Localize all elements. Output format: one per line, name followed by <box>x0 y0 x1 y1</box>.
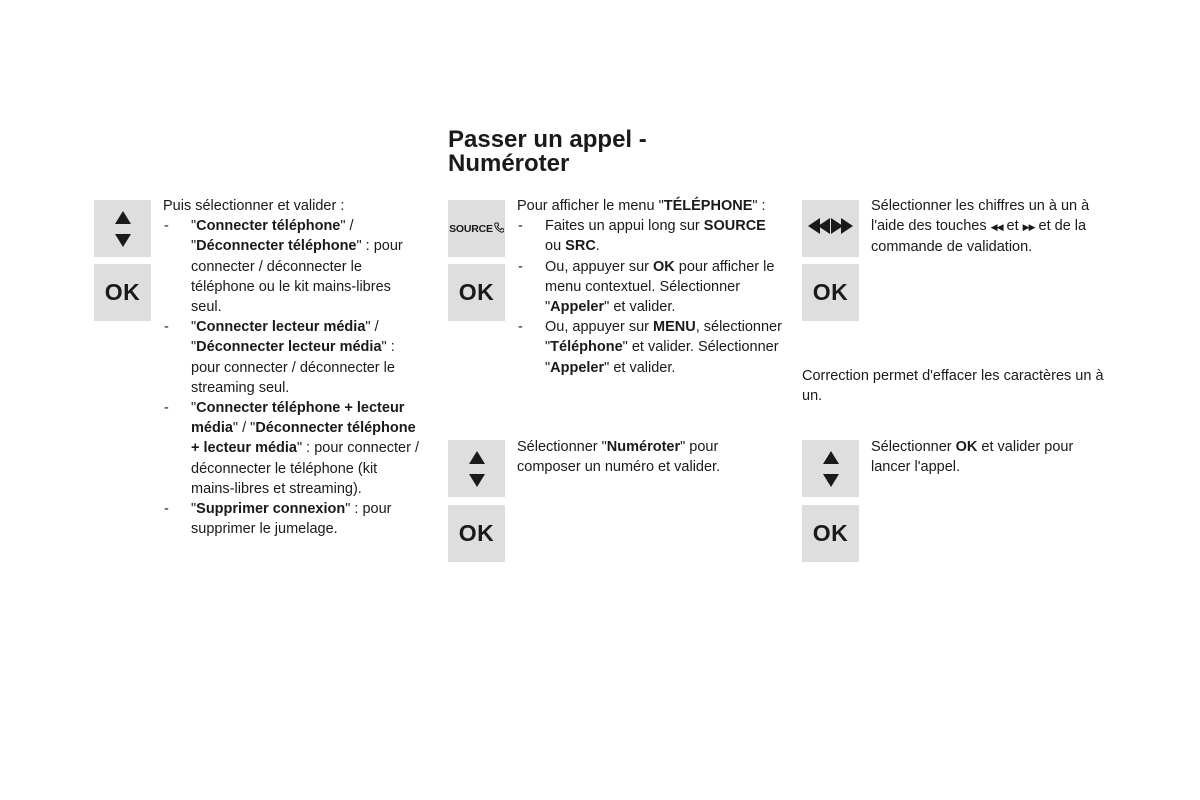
ok-key <box>94 264 151 321</box>
list-item: - Faites un appui long sur SOURCE ou SRC. <box>517 216 785 256</box>
telephone-menu-intro: Pour afficher le menu "TÉLÉPHONE" : <box>517 198 766 214</box>
list-item: - "Connecter téléphone" / "Déconnecter téléphone" : pour connecter / déconnecter le téléphone ou le kit mains-libres seul. <box>163 216 419 317</box>
seek-keys <box>802 200 859 257</box>
arrow-down-icon <box>823 474 839 487</box>
ok-key <box>802 505 859 562</box>
connection-intro: Puis sélectionner et valider : <box>163 198 345 214</box>
ok-key <box>802 264 859 321</box>
source-key <box>448 200 505 257</box>
telephone-menu-list <box>517 216 785 378</box>
page-title-line2: Numéroter <box>448 150 570 177</box>
connection-options-list <box>163 216 419 539</box>
ok-key-label: OK <box>104 279 141 305</box>
ok-key-label: OK <box>458 279 495 305</box>
rewind-icon: ◀◀ <box>990 222 1003 233</box>
seek-forward-icon <box>833 218 853 239</box>
call-step-text: Sélectionner OK et valider pour lancer l'appel. <box>871 439 1074 476</box>
dial-step-text: Sélectionner "Numéroter" pour composer un numéro et valider. <box>517 439 721 476</box>
list-item: - Ou, appuyer sur MENU, sélectionner "Téléphone" et valider. Sélectionner "Appeler" et valider. <box>517 317 785 378</box>
ok-key-label: OK <box>812 520 849 546</box>
up-down-key <box>94 200 151 257</box>
list-item: - "Connecter téléphone + lecteur média" / "Déconnecter téléphone + lecteur média" : pour connecter / déconnecter le téléphone (kit mains-libres et streaming). <box>163 398 419 499</box>
list-item: - "Connecter lecteur média" / "Déconnecter lecteur média" : pour connecter / déconnecter le streaming seul. <box>163 317 419 398</box>
ok-key-label: OK <box>458 520 495 546</box>
seek-back-icon <box>808 218 828 239</box>
up-down-key <box>802 440 859 497</box>
list-item: - Ou, appuyer sur OK pour afficher le menu contextuel. Sélectionner "Appeler" et valider. <box>517 257 785 318</box>
up-down-key <box>448 440 505 497</box>
telephone-menu-text <box>517 196 785 378</box>
page-title <box>448 128 808 176</box>
arrow-up-icon <box>115 211 131 224</box>
arrow-down-icon <box>115 234 131 247</box>
page-title-line1: Passer un appel - <box>448 126 647 153</box>
fast-forward-icon: ▶▶ <box>1022 222 1035 233</box>
phone-handset-icon <box>494 222 504 233</box>
source-key-label: SOURCE <box>449 222 504 235</box>
connection-options-text <box>163 196 419 539</box>
correction-text: Correction permet d'effacer les caractères un à un. <box>802 368 1104 405</box>
digit-select-text: Sélectionner les chiffres un à un à l'aide des touches ◀◀ et ▶▶ et de la commande de validation. <box>871 198 1090 256</box>
ok-key <box>448 264 505 321</box>
arrow-down-icon <box>469 474 485 487</box>
arrow-up-icon <box>823 451 839 464</box>
list-item: - "Supprimer connexion" : pour supprimer le jumelage. <box>163 499 419 539</box>
ok-key <box>448 505 505 562</box>
ok-key-label: OK <box>812 279 849 305</box>
arrow-up-icon <box>469 451 485 464</box>
